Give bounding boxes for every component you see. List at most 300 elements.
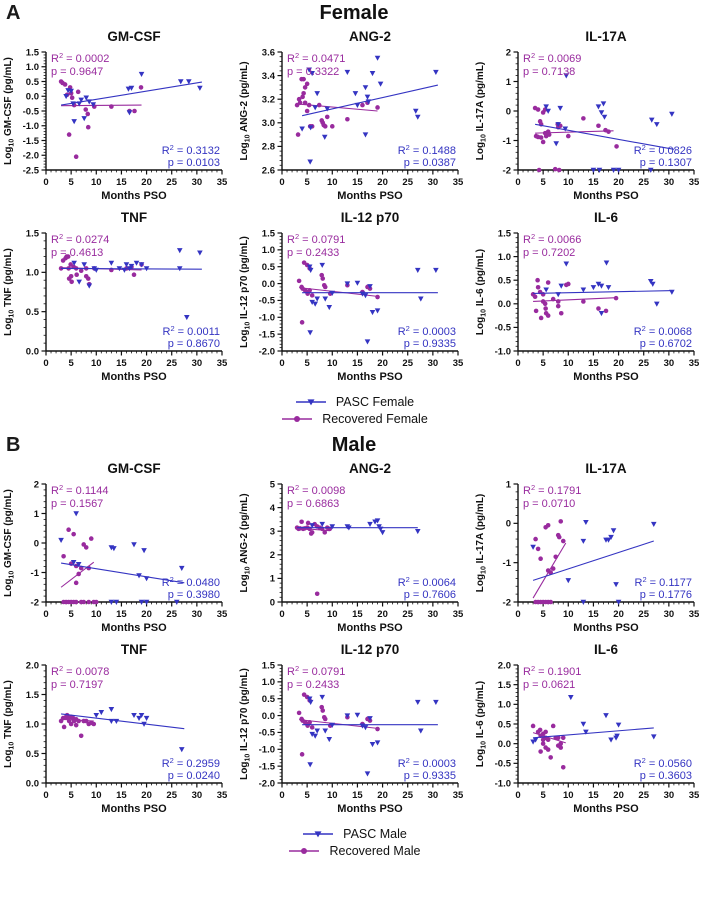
legend-label-pasc-male: PASC Male: [343, 827, 407, 841]
svg-text:5: 5: [68, 790, 74, 801]
svg-text:1.0: 1.0: [25, 62, 39, 74]
svg-text:0: 0: [515, 609, 521, 620]
recovered-series: [531, 278, 619, 320]
svg-text:15: 15: [116, 358, 127, 369]
stats-text: $R^2 = 0.0003$: [397, 324, 456, 338]
svg-text:10: 10: [326, 790, 338, 801]
svg-text:30: 30: [191, 177, 203, 188]
svg-text:0: 0: [279, 609, 285, 620]
chart-cell-female-il-6: [472, 207, 708, 388]
legend-label-recovered-male: Recovered Male: [329, 844, 421, 858]
svg-text:-2.5: -2.5: [22, 165, 39, 177]
svg-text:5: 5: [68, 358, 74, 369]
chart-title: IL-6: [593, 642, 619, 657]
stats-text: $R^2 = 0.0098$: [287, 483, 346, 497]
svg-text:0: 0: [279, 358, 285, 369]
svg-text:35: 35: [452, 177, 464, 188]
svg-text:30: 30: [663, 609, 675, 620]
svg-text:15: 15: [588, 358, 599, 369]
svg-text:3.2: 3.2: [261, 94, 275, 106]
stats-text: p = 0.2433: [287, 679, 340, 691]
chart-title: TNF: [120, 642, 148, 657]
svg-text:-1.5: -1.5: [258, 761, 275, 773]
chart-male-ang-2: [236, 458, 472, 639]
svg-text:35: 35: [216, 177, 228, 188]
stats-text: p = 0.1567: [51, 498, 104, 510]
svg-text:25: 25: [166, 790, 178, 801]
chart-title: ANG-2: [348, 461, 392, 476]
stats-text: $R^2 = 0.0791$: [287, 664, 346, 678]
recovered-trend-line: [533, 298, 616, 302]
svg-text:1.5: 1.5: [497, 228, 511, 240]
stats-text: $R^2 = 0.0826$: [633, 143, 692, 157]
chart-cell-female-il-12-p70: [236, 207, 472, 388]
svg-text:30: 30: [427, 790, 439, 801]
svg-text:35: 35: [688, 609, 700, 620]
y-axis-label: Log$_{10}$ IL-6 (pg/mL): [475, 248, 488, 336]
legend-label-pasc-female: PASC Female: [335, 395, 415, 409]
chart-title: IL-17A: [585, 461, 627, 476]
chart-cell-male-il-12-p70: [236, 639, 472, 820]
svg-text:25: 25: [166, 358, 178, 369]
svg-text:30: 30: [427, 177, 439, 188]
y-axis-label: Log$_{10}$ IL-17A (pg/mL): [475, 61, 488, 161]
svg-text:15: 15: [588, 609, 599, 620]
y-axis-label: Log$_{10}$ IL-12 p70 (pg/mL): [239, 236, 252, 348]
chart-title: ANG-2: [348, 29, 392, 44]
legend-label-recovered-female: Recovered Female: [322, 412, 428, 426]
stats-text: p = 0.0240: [167, 770, 220, 782]
svg-text:2.0: 2.0: [497, 660, 511, 672]
pasc-series: [533, 261, 675, 317]
stats-text: p = 0.6702: [639, 338, 692, 350]
svg-text:0.0: 0.0: [25, 778, 39, 790]
svg-text:0.0: 0.0: [25, 346, 39, 358]
svg-text:0.5: 0.5: [261, 694, 275, 706]
svg-text:1.5: 1.5: [25, 228, 39, 240]
chart-cell-male-ang-2: [236, 458, 472, 639]
chart-female-il-17a: [472, 26, 708, 207]
svg-text:-2.0: -2.0: [258, 346, 275, 358]
svg-text:35: 35: [216, 790, 228, 801]
chart-cell-male-il-17a: [472, 458, 708, 639]
legend-row-pasc-female: [294, 395, 414, 409]
svg-text:30: 30: [191, 358, 203, 369]
svg-text:1: 1: [269, 573, 275, 585]
svg-text:25: 25: [166, 177, 178, 188]
svg-text:1.5: 1.5: [25, 47, 39, 59]
svg-text:2.8: 2.8: [261, 141, 275, 153]
svg-text:0: 0: [33, 538, 39, 550]
svg-text:20: 20: [613, 790, 624, 801]
svg-text:20: 20: [377, 358, 388, 369]
svg-text:10: 10: [326, 177, 338, 188]
svg-text:0.5: 0.5: [261, 262, 275, 274]
svg-text:5: 5: [540, 358, 546, 369]
svg-text:30: 30: [191, 609, 203, 620]
svg-text:0: 0: [43, 790, 49, 801]
stats-text: p = 0.0710: [523, 498, 576, 510]
svg-text:2.6: 2.6: [261, 165, 275, 177]
chart-title: IL-12 p70: [340, 210, 400, 225]
panel-a-chart-grid: [0, 26, 708, 388]
pasc-line-triangle-marker-icon: [294, 396, 328, 408]
svg-text:15: 15: [588, 790, 599, 801]
stats-text: $R^2 = 0.0480$: [161, 575, 220, 589]
svg-text:15: 15: [116, 790, 127, 801]
chart-male-gm-csf: [0, 458, 236, 639]
svg-text:0.0: 0.0: [261, 278, 275, 290]
stats-text: $R^2 = 0.0003$: [397, 756, 456, 770]
chart-title: IL-6: [593, 210, 619, 225]
svg-text:-1.0: -1.0: [258, 744, 275, 756]
recovered-series: [295, 519, 332, 596]
y-axis-label: Log$_{10}$ IL-6 (pg/mL): [475, 680, 488, 768]
stats-text: $R^2 = 0.0471$: [287, 51, 346, 65]
svg-text:0.5: 0.5: [25, 748, 39, 760]
stats-text: p = 0.3603: [639, 770, 692, 782]
chart-cell-female-il-17a: [472, 26, 708, 207]
legend-female: [0, 388, 708, 432]
svg-text:3: 3: [269, 526, 275, 538]
svg-text:-2: -2: [30, 597, 39, 609]
x-axis-label: Months PSO: [101, 371, 167, 383]
svg-text:1.0: 1.0: [25, 267, 39, 279]
panel-b-header: [0, 432, 708, 458]
pasc-series: [530, 520, 656, 605]
pasc-line-triangle-marker-icon: [301, 828, 335, 840]
stats-text: p = 0.0621: [523, 679, 576, 691]
legend-row-pasc-male: [301, 827, 407, 841]
svg-text:1.5: 1.5: [25, 689, 39, 701]
svg-text:20: 20: [377, 177, 388, 188]
svg-text:25: 25: [638, 790, 650, 801]
svg-text:25: 25: [638, 358, 650, 369]
svg-text:20: 20: [377, 790, 388, 801]
svg-text:4: 4: [269, 502, 275, 514]
svg-text:-2.0: -2.0: [22, 150, 39, 162]
svg-text:35: 35: [216, 358, 228, 369]
panel-b: [0, 432, 708, 864]
stats-text: $R^2 = 0.0791$: [287, 232, 346, 246]
legend-row-recovered-male: [287, 844, 420, 858]
svg-text:-0.5: -0.5: [22, 106, 39, 118]
stats-text: p = 0.9647: [51, 66, 104, 78]
stats-text: $R^2 = 0.0064$: [397, 575, 456, 589]
svg-text:30: 30: [663, 790, 675, 801]
svg-text:-2.0: -2.0: [258, 778, 275, 790]
svg-text:20: 20: [613, 609, 624, 620]
x-axis-label: Months PSO: [337, 622, 403, 634]
stats-text: p = 0.4613: [51, 247, 104, 259]
svg-text:0.5: 0.5: [497, 275, 511, 287]
stats-text: p = 0.2433: [287, 247, 340, 259]
x-axis-label: Months PSO: [101, 190, 167, 202]
svg-text:0: 0: [43, 358, 49, 369]
svg-text:2: 2: [505, 47, 511, 59]
svg-text:5: 5: [540, 790, 546, 801]
svg-text:10: 10: [562, 609, 574, 620]
svg-text:20: 20: [141, 177, 152, 188]
svg-text:35: 35: [216, 609, 228, 620]
svg-text:2: 2: [269, 550, 275, 562]
stats-text: p = 0.1776: [639, 589, 692, 601]
svg-text:25: 25: [638, 609, 650, 620]
x-axis-label: Months PSO: [101, 803, 167, 815]
y-axis-label: Log$_{10}$ TNF (pg/mL): [3, 248, 16, 336]
svg-text:25: 25: [402, 790, 414, 801]
pasc-trend-line: [533, 541, 654, 580]
x-axis-label: Months PSO: [573, 190, 639, 202]
stats-text: p = 0.8670: [167, 338, 220, 350]
chart-cell-male-il-6: [472, 639, 708, 820]
svg-text:5: 5: [540, 609, 546, 620]
svg-text:25: 25: [402, 177, 414, 188]
pasc-series: [61, 707, 184, 752]
stats-text: p = 0.7197: [51, 679, 104, 691]
svg-text:5: 5: [269, 479, 275, 491]
legend-row-recovered-female: [280, 412, 428, 426]
stats-text: p = 0.1307: [639, 157, 692, 169]
svg-text:0.5: 0.5: [25, 76, 39, 88]
svg-text:15: 15: [352, 358, 363, 369]
panel-a-header: [0, 0, 708, 26]
svg-text:15: 15: [116, 609, 127, 620]
svg-text:0: 0: [505, 106, 511, 118]
svg-text:2.0: 2.0: [25, 660, 39, 672]
pasc-series: [58, 511, 184, 605]
svg-text:-1.5: -1.5: [22, 135, 39, 147]
chart-cell-male-tnf: [0, 639, 236, 820]
panel-b-title: Male: [331, 434, 377, 456]
svg-text:0: 0: [515, 177, 521, 188]
stats-text: $R^2 = 0.3132$: [161, 143, 220, 157]
stats-text: p = 0.0387: [403, 157, 456, 169]
svg-text:0.5: 0.5: [25, 306, 39, 318]
svg-text:5: 5: [304, 177, 310, 188]
svg-text:10: 10: [326, 609, 338, 620]
svg-text:10: 10: [90, 358, 102, 369]
stats-text: $R^2 = 0.0069$: [523, 51, 582, 65]
svg-text:-2: -2: [502, 597, 511, 609]
svg-text:15: 15: [352, 790, 363, 801]
svg-text:20: 20: [377, 609, 388, 620]
svg-text:1.5: 1.5: [261, 228, 275, 240]
svg-text:-0.5: -0.5: [258, 295, 275, 307]
x-axis-label: Months PSO: [337, 190, 403, 202]
svg-text:-2: -2: [502, 165, 511, 177]
stats-text: $R^2 = 0.1791$: [523, 483, 582, 497]
svg-text:-1.0: -1.0: [22, 121, 39, 133]
stats-text: $R^2 = 0.0066$: [523, 232, 582, 246]
svg-text:30: 30: [191, 790, 203, 801]
chart-title: IL-12 p70: [340, 642, 400, 657]
stats-text: $R^2 = 0.1177$: [634, 575, 692, 589]
chart-male-il-6: [472, 639, 708, 820]
stats-text: p = 0.3322: [287, 66, 340, 78]
svg-text:5: 5: [68, 609, 74, 620]
svg-text:30: 30: [427, 609, 439, 620]
svg-text:0: 0: [43, 609, 49, 620]
svg-text:20: 20: [141, 609, 152, 620]
y-axis-label: Log$_{10}$ IL-17A (pg/mL): [475, 493, 488, 593]
panel-b-label: B: [6, 434, 21, 456]
chart-female-ang-2: [236, 26, 472, 207]
svg-text:1.0: 1.0: [25, 719, 39, 731]
svg-text:-1.0: -1.0: [494, 346, 511, 358]
svg-text:3.6: 3.6: [261, 47, 275, 59]
y-axis-label: Log$_{10}$ GM-CSF (pg/mL): [3, 57, 16, 165]
svg-text:-0.5: -0.5: [494, 322, 511, 334]
svg-text:35: 35: [688, 177, 700, 188]
stats-text: p = 0.3980: [167, 589, 220, 601]
svg-text:10: 10: [90, 177, 102, 188]
stats-text: $R^2 = 0.0560$: [633, 756, 692, 770]
svg-text:35: 35: [688, 790, 700, 801]
stats-text: p = 0.9335: [403, 338, 456, 350]
pasc-trend-line: [533, 291, 674, 294]
pasc-trend-line: [61, 82, 202, 105]
panel-b-chart-grid: [0, 458, 708, 820]
svg-text:0.0: 0.0: [497, 299, 511, 311]
x-axis-label: Months PSO: [573, 622, 639, 634]
svg-text:5: 5: [304, 358, 310, 369]
chart-cell-male-gm-csf: [0, 458, 236, 639]
svg-text:30: 30: [663, 358, 675, 369]
chart-female-il-12-p70: [236, 207, 472, 388]
y-axis-label: Log$_{10}$ GM-CSF (pg/mL): [3, 489, 16, 597]
chart-cell-female-ang-2: [236, 26, 472, 207]
svg-text:20: 20: [141, 790, 152, 801]
svg-text:35: 35: [452, 358, 464, 369]
chart-female-il-6: [472, 207, 708, 388]
y-axis-label: Log$_{10}$ TNF (pg/mL): [3, 680, 16, 768]
stats-text: $R^2 = 0.0274$: [51, 232, 110, 246]
panel-a-title: Female: [319, 2, 389, 24]
svg-text:1.5: 1.5: [497, 679, 511, 691]
stats-text: $R^2 = 0.1901$: [523, 664, 582, 678]
pasc-series: [61, 72, 203, 124]
svg-text:3.0: 3.0: [261, 118, 275, 130]
svg-text:0.5: 0.5: [497, 719, 511, 731]
svg-text:25: 25: [166, 609, 178, 620]
stats-text: p = 0.6863: [287, 498, 340, 510]
svg-text:35: 35: [452, 790, 464, 801]
stats-text: p = 0.7606: [403, 589, 456, 601]
svg-text:-1.5: -1.5: [258, 329, 275, 341]
chart-title: IL-17A: [585, 29, 627, 44]
svg-text:30: 30: [427, 358, 439, 369]
x-axis-label: Months PSO: [337, 803, 403, 815]
recovered-series: [59, 713, 96, 738]
svg-text:-1: -1: [30, 567, 39, 579]
y-axis-label: Log$_{10}$ IL-12 p70 (pg/mL): [239, 668, 252, 780]
chart-cell-female-gm-csf: [0, 26, 236, 207]
x-axis-label: Months PSO: [101, 622, 167, 634]
chart-title: GM-CSF: [107, 29, 161, 44]
chart-female-gm-csf: [0, 26, 236, 207]
svg-text:2: 2: [33, 479, 39, 491]
svg-text:15: 15: [116, 177, 127, 188]
stats-text: p = 0.9335: [403, 770, 456, 782]
svg-text:0: 0: [279, 790, 285, 801]
svg-text:3.4: 3.4: [261, 70, 275, 82]
pasc-trend-line: [533, 728, 654, 738]
chart-male-il-17a: [472, 458, 708, 639]
recovered-line-circle-marker-icon: [287, 845, 321, 857]
svg-text:-1.0: -1.0: [494, 778, 511, 790]
svg-text:10: 10: [90, 609, 102, 620]
stats-text: $R^2 = 0.1144$: [51, 483, 109, 497]
chart-cell-female-tnf: [0, 207, 236, 388]
stats-text: p = 0.7202: [523, 247, 576, 259]
svg-text:25: 25: [402, 358, 414, 369]
x-axis-label: Months PSO: [573, 371, 639, 383]
svg-text:15: 15: [352, 609, 363, 620]
stats-text: p = 0.0103: [167, 157, 220, 169]
svg-text:0: 0: [515, 790, 521, 801]
svg-text:10: 10: [562, 358, 574, 369]
recovered-series: [533, 519, 566, 604]
stats-text: $R^2 = 0.0068$: [633, 324, 692, 338]
recovered-line-circle-marker-icon: [280, 413, 314, 425]
svg-text:-1: -1: [502, 557, 511, 569]
svg-text:0: 0: [515, 358, 521, 369]
svg-text:0: 0: [279, 177, 285, 188]
y-axis-label: Log$_{10}$ ANG-2 (pg/mL): [239, 61, 252, 161]
svg-text:0: 0: [43, 177, 49, 188]
svg-text:30: 30: [663, 177, 675, 188]
svg-text:10: 10: [326, 358, 338, 369]
svg-text:15: 15: [352, 177, 363, 188]
svg-text:5: 5: [68, 177, 74, 188]
svg-text:10: 10: [562, 177, 574, 188]
svg-text:0: 0: [505, 518, 511, 530]
svg-text:1.0: 1.0: [261, 245, 275, 257]
svg-text:0.0: 0.0: [25, 91, 39, 103]
svg-text:1.0: 1.0: [497, 699, 511, 711]
svg-text:10: 10: [562, 790, 574, 801]
stats-text: p = 0.7138: [523, 66, 576, 78]
stats-text: $R^2 = 0.2959$: [161, 756, 220, 770]
svg-text:-1.0: -1.0: [258, 312, 275, 324]
chart-title: TNF: [120, 210, 148, 225]
svg-text:5: 5: [540, 177, 546, 188]
panel-a: [0, 0, 708, 432]
stats-text: $R^2 = 0.0011$: [162, 324, 220, 338]
chart-male-il-12-p70: [236, 639, 472, 820]
svg-text:20: 20: [613, 177, 624, 188]
svg-text:1: 1: [33, 508, 39, 520]
svg-text:-0.5: -0.5: [258, 727, 275, 739]
svg-text:1.0: 1.0: [497, 251, 511, 263]
chart-female-tnf: [0, 207, 236, 388]
svg-text:20: 20: [141, 358, 152, 369]
svg-text:25: 25: [402, 609, 414, 620]
svg-text:-0.5: -0.5: [494, 758, 511, 770]
svg-text:25: 25: [638, 177, 650, 188]
x-axis-label: Months PSO: [573, 803, 639, 815]
chart-male-tnf: [0, 639, 236, 820]
legend-male: [0, 820, 708, 864]
svg-text:1.0: 1.0: [261, 677, 275, 689]
stats-text: $R^2 = 0.1488$: [397, 143, 456, 157]
svg-text:35: 35: [688, 358, 700, 369]
svg-text:15: 15: [588, 177, 599, 188]
svg-text:0.0: 0.0: [261, 710, 275, 722]
panel-a-label: A: [6, 2, 21, 24]
recovered-series: [59, 254, 144, 286]
